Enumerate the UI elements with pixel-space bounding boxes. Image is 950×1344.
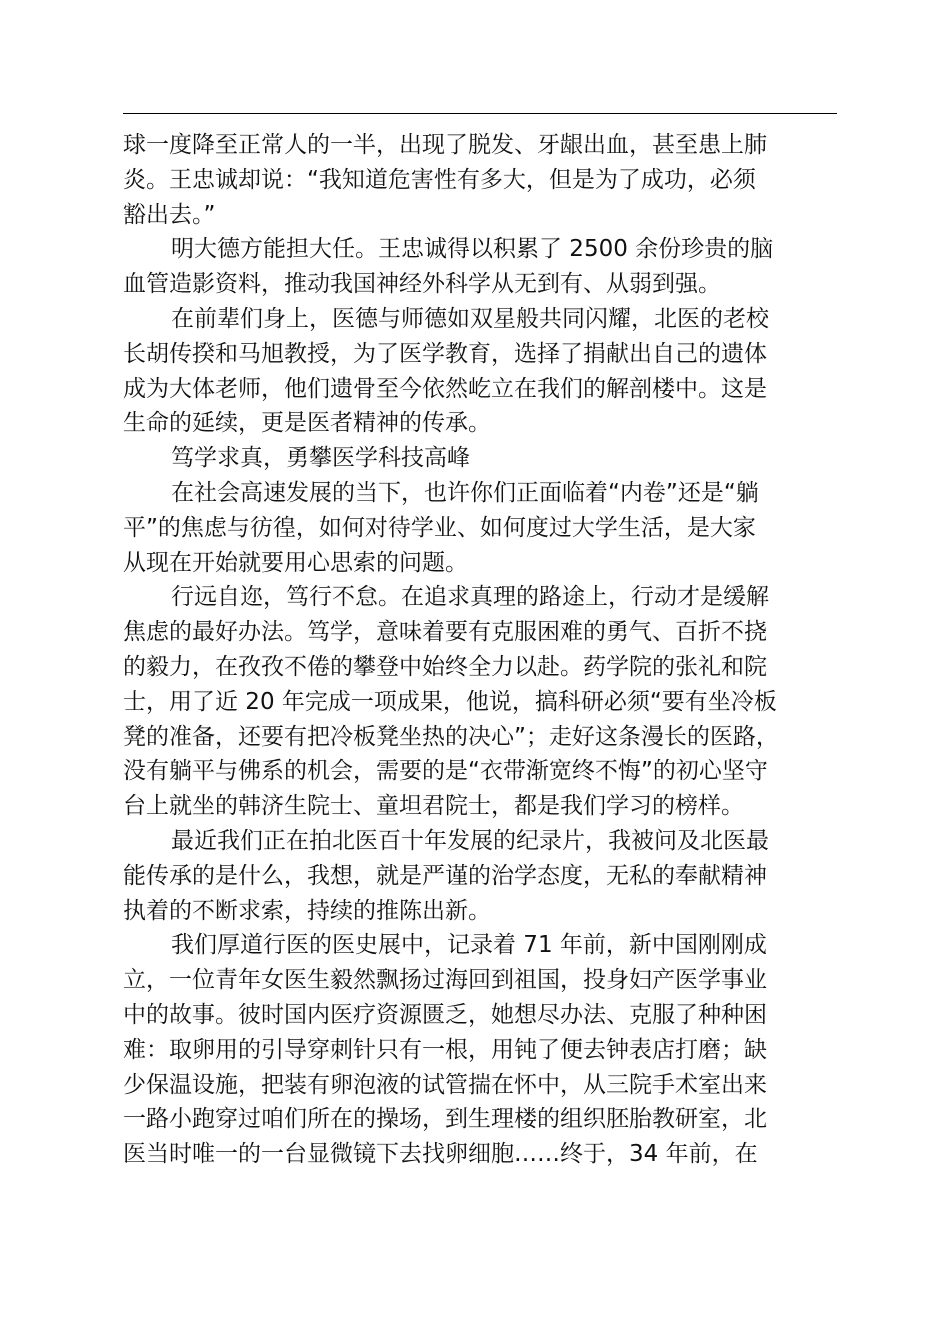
text-line-16: 的毅力，在孜孜不倦的攀登中始终全力以赴。药学院的张礼和院 (123, 653, 767, 680)
document-body (123, 128, 837, 1172)
text-line-24: 我们厚道行医的医史展中，记录着 71 年前，新中国刚刚成 (171, 932, 767, 959)
text-line-15: 焦虑的最好办法。笃学，意味着要有克服困难的勇气、百折不挠 (123, 619, 767, 646)
text-line-29: 一路小跑穿过咱们所在的操场，到生理楼的组织胚胎教研室，北 (123, 1106, 767, 1133)
text-line-3: 豁出去。” (123, 201, 216, 228)
text-line-14: 行远自迩，笃行不怠。在追求真理的路途上，行动才是缓解 (171, 584, 769, 611)
text-line-11: 在社会高速发展的当下，也许你们正面临着“内卷”还是“躺 (171, 479, 759, 506)
text-line-28: 少保温设施，把装有卵泡液的试管揣在怀中，从三院手术室出来 (123, 1071, 767, 1098)
text-line-1: 球一度降至正常人的一半，出现了脱发、牙龈出血，甚至患上肺 (123, 132, 767, 158)
text-line-5: 血管造影资料，推动我国神经外科学从无到有、从弱到强。 (123, 271, 721, 298)
text-line-27: 难：取卵用的引导穿刺针只有一根，用钝了便去钟表店打磨；缺 (123, 1036, 767, 1063)
text-line-22: 能传承的是什么，我想，就是严谨的治学态度，无私的奉献精神 (123, 862, 767, 889)
text-line-4: 明大德方能担大任。王忠诚得以积累了 2500 余份珍贵的脑 (171, 236, 774, 263)
text-line-25: 立，一位青年女医生毅然飘扬过海回到祖国，投身妇产医学事业 (123, 967, 767, 994)
text-line-23: 执着的不断求索，持续的推陈出新。 (123, 897, 491, 924)
text-line-6: 在前辈们身上，医德与师德如双星般共同闪耀，北医的老校 (171, 305, 769, 332)
section-heading: 笃学求真，勇攀医学科技高峰 (171, 445, 470, 472)
header-rule (123, 113, 837, 114)
text-line-19: 没有躺平与佛系的机会，需要的是“衣带渐宽终不悔”的初心坚守 (123, 758, 768, 785)
text-line-12: 平”的焦虑与彷徨，如何对待学业、如何度过大学生活，是大家 (123, 514, 756, 541)
text-line-21: 最近我们正在拍北医百十年发展的纪录片，我被问及北医最 (171, 827, 769, 854)
text-line-13: 从现在开始就要用心思索的问题。 (123, 549, 468, 576)
text-line-26: 中的故事。彼时国内医疗资源匮乏，她想尽办法、克服了种种困 (123, 1001, 767, 1028)
text-line-20: 台上就坐的韩济生院士、童坦君院士，都是我们学习的榜样。 (123, 793, 744, 820)
text-line-7: 长胡传揆和马旭教授，为了医学教育，选择了捐献出自己的遗体 (123, 340, 767, 367)
text-line-18: 凳的准备，还要有把冷板凳坐热的决心”；走好这条漫长的医路， (123, 723, 779, 750)
text-line-30: 医当时唯一的一台显微镜下去找卵细胞……终于，34 年前，在 (123, 1141, 758, 1168)
text-line-9: 生命的延续，更是医者精神的传承。 (123, 410, 491, 437)
text-line-8: 成为大体老师，他们遗骨至今依然屹立在我们的解剖楼中。这是 (123, 375, 767, 402)
text-line-17: 士，用了近 20 年完成一项成果，他说，搞科研必须“要有坐冷板 (123, 688, 777, 715)
text-line-2: 炎。王忠诚却说：“我知道危害性有多大，但是为了成功，必须 (123, 166, 756, 193)
